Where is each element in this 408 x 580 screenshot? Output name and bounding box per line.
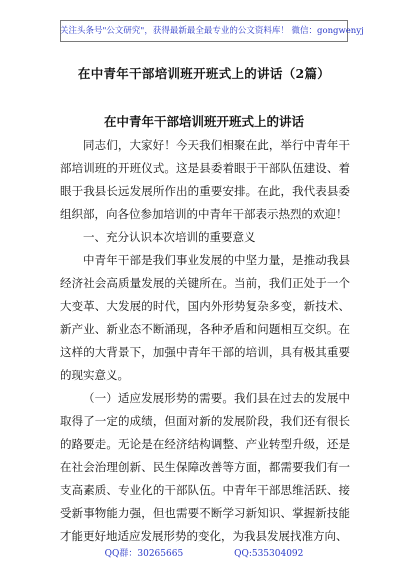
heading-section-1: 一、充分认识本次培训的重要意义 — [83, 230, 256, 244]
promo-banner: 关注头条号"公文研究"，获得最新最全最专业的公文资料库！ 微信：gongwenyj — [60, 26, 364, 36]
footer — [0, 546, 408, 559]
document-title: 在中青年干部培训班开班式上的讲话（2篇） — [77, 66, 331, 81]
paragraph-subsection-1: （一）适应发展形势的需要。我们县在过去的发展中取得了一定的成绩，但面对新的发展阶段，我们还有很长的路要走。无论是在经济结构调整、产业转型升级，还是在社会治理创新、民生保障改善等方面，都需要我们有一支高素质、专业化的干部队伍。中青年干部思维活跃、接受新事物能力强，但也需要不断学习新知识、掌握新技能才能更好地适应发展形势的变化，为我县发展找准方向、 — [60, 391, 350, 543]
paragraph-greeting: 同志们，大家好！今天我们相聚在此，举行中青年干部培训班的开班仪式。这是县委着眼于干部队伍建设、着眼于我县长远发展所作出的重要安排。在此，我代表县委组织部，向各位参加培训的中青年干部表示热烈的欢迎！ — [60, 138, 350, 221]
section-title: 在中青年干部培训班开班式上的讲话 — [103, 114, 304, 129]
footer-qq-group: QQ群：30265665 — [104, 549, 184, 559]
footer-qq-contact: QQ:535304092 — [234, 549, 304, 559]
document-body — [60, 134, 350, 548]
paragraph-background: 中青年干部是我们事业发展的中坚力量，是推动我县经济社会高质量发展的关键所在。当前，我们正处于一个大变革、大发展的时代，国内外形势复杂多变，新技术、新产业、新业态不断涌现，各种矛盾和问题相互交织。在这样的大背景下，加强中青年干部的培训，具有极其重要的现实意义。 — [60, 253, 350, 382]
